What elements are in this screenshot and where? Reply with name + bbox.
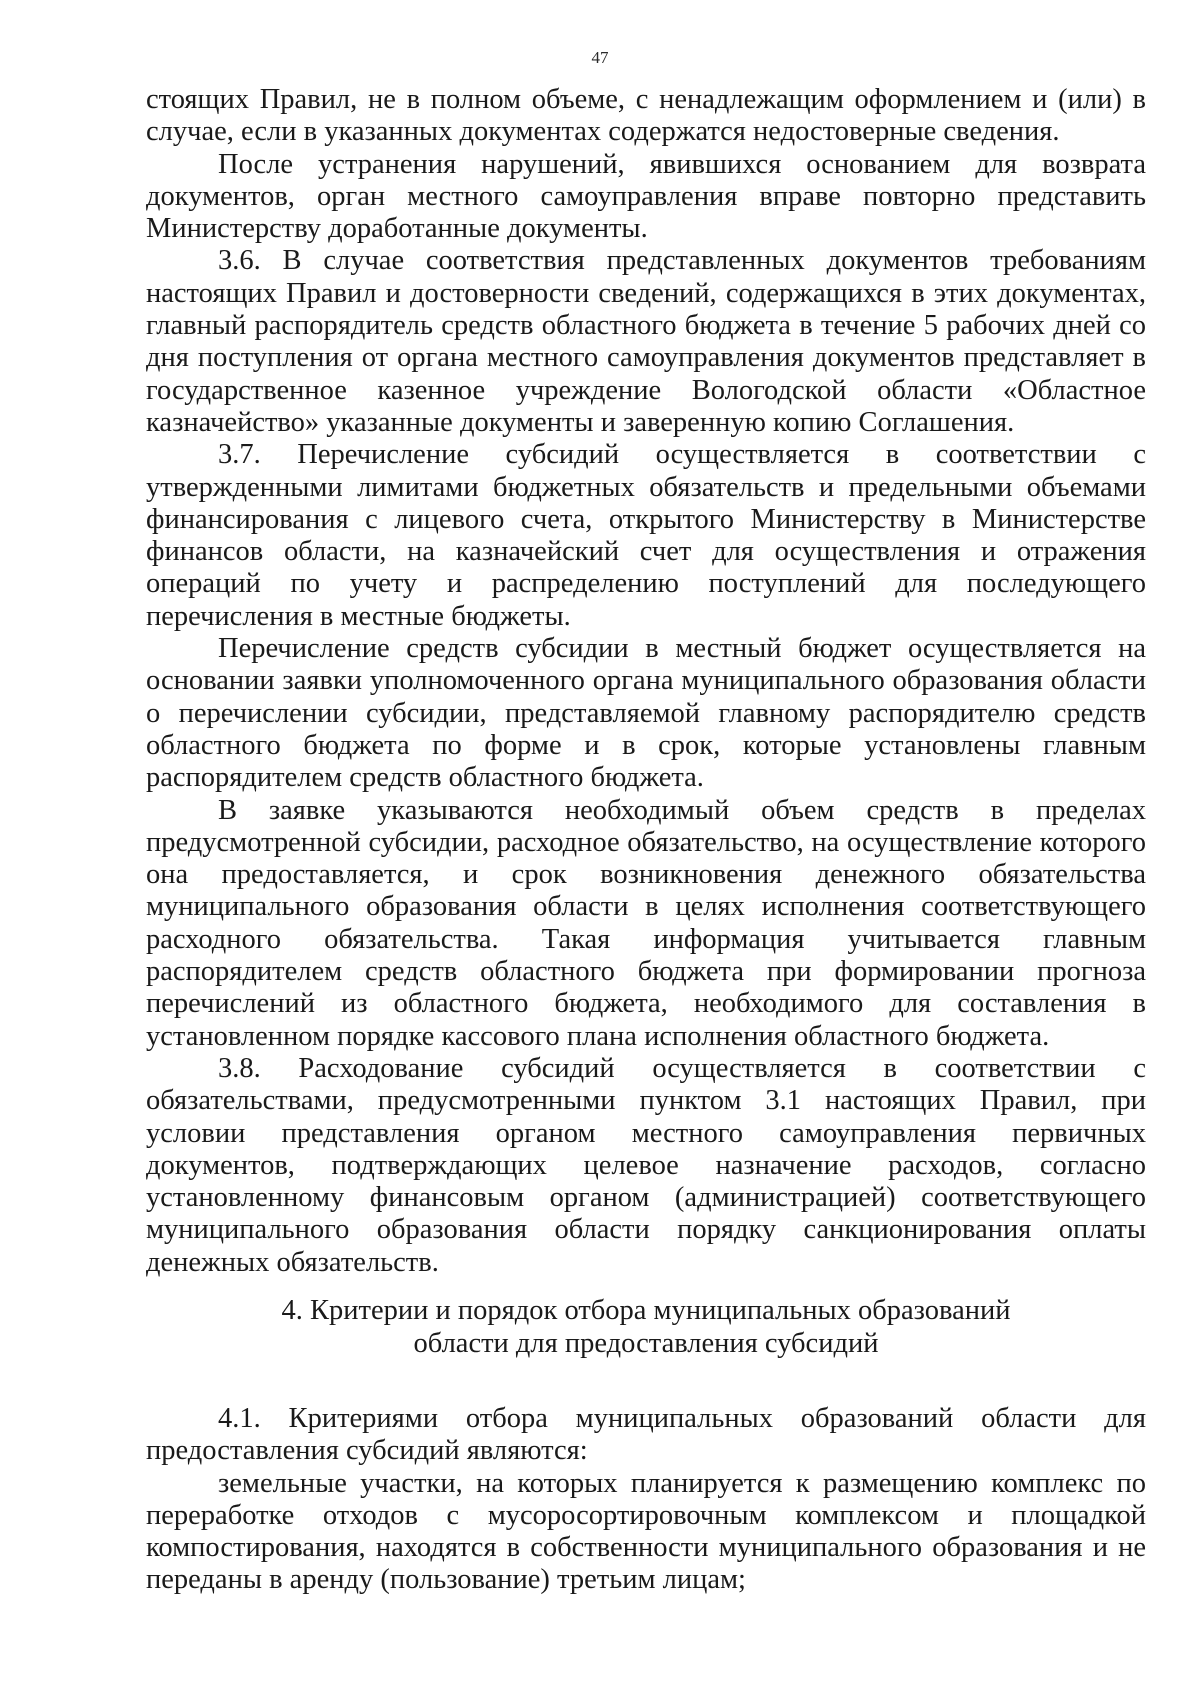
paragraph: 4.1. Критериями отбора муниципальных образований области для предоставления субсидий являются: <box>146 1403 1146 1467</box>
paragraph: земельные участки, на которых планируется к размещению комплекс по переработке отходов с мусоросортировочным комплексом и площадкой компостирования, находятся в собственности муниципального образования и не переданы в аренду (пользование) третьим лицам; <box>146 1467 1146 1596</box>
paragraph: 3.6. В случае соответствия представленных документов требованиям настоящих Правил и достоверности сведений, содержащихся в этих документах, главный распорядитель средств областного бюджета в течение 5 рабочих дней со дня поступления от органа местного самоуправления документов представляет в государственное казенное учреждение Вологодской области «Областное казначейство» указанные документы и заверенную копию Соглашения. <box>146 245 1146 438</box>
paragraph: 3.8. Расходование субсидий осуществляется в соответствии с обязательствами, предусмотренными пунктом 3.1 настоящих Правил, при условии представления органом местного самоуправления первичных документов, подтверждающих целевое назначение расходов, согласно установленному финансовым органом (администрацией) соответствующего муниципального образования области порядку санкционирования оплаты денежных обязательств. <box>146 1052 1146 1278</box>
body-text-section-4 <box>146 1403 1146 1597</box>
section-heading-line: 4. Критерии и порядок отбора муниципальных образований <box>281 1295 1011 1326</box>
section-heading <box>146 1294 1146 1360</box>
paragraph: Перечисление средств субсидии в местный бюджет осуществляется на основании заявки уполномоченного органа муниципального образования области о перечислении субсидии, представляемой главному распорядителю средств областного бюджета по форме и в срок, которые установлены главным распорядителем средств областного бюджета. <box>146 633 1146 794</box>
section-heading-line: области для предоставления субсидий <box>413 1328 879 1359</box>
paragraph: В заявке указываются необходимый объем средств в пределах предусмотренной субсидии, расходное обязательство, на осуществление которого она предоставляется, и срок возникновения денежного обязательства муниципального образования области в целях исполнения соответствующего расходного обязательства. Такая информация учитывается главным распорядителем средств областного бюджета при формировании прогноза перечислений из областного бюджета, необходимого для составления в установленном порядке кассового плана исполнения областного бюджета. <box>146 794 1146 1052</box>
paragraph: После устранения нарушений, явившихся основанием для возврата документов, орган местного самоуправления вправе повторно представить Министерству доработанные документы. <box>146 148 1146 245</box>
paragraph: стоящих Правил, не в полном объеме, с ненадлежащим оформлением и (или) в случае, если в указанных документах содержатся недостоверные сведения. <box>146 84 1146 148</box>
paragraph: 3.7. Перечисление субсидий осуществляется в соответствии с утвержденными лимитами бюджетных обязательств и предельными объемами финансирования с лицевого счета, открытого Министерству в Министерстве финансов области, на казначейский счет для осуществления и отражения операций по учету и распределению поступлений для последующего перечисления в местные бюджеты. <box>146 439 1146 632</box>
body-text-section-3 <box>146 84 1146 1279</box>
page-number: 47 <box>591 48 609 67</box>
